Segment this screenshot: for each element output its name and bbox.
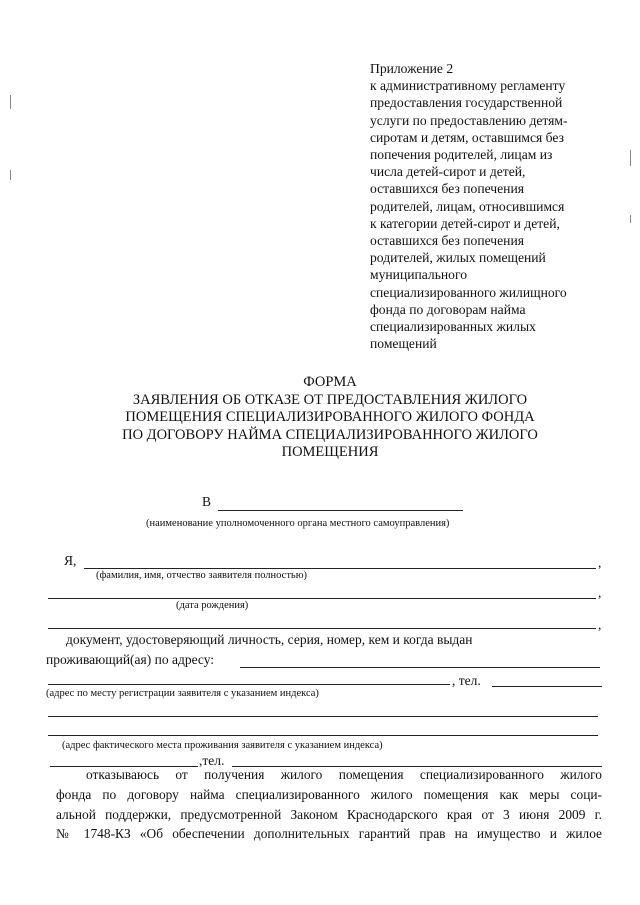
tel-label: ,тел.: [199, 753, 225, 768]
authority-caption: (наименование уполномоченного органа местного самоуправления): [146, 518, 450, 529]
scan-speck: [630, 150, 631, 166]
annex-line: родителей, лицам, относившимся: [370, 198, 565, 214]
scan-speck: [10, 95, 11, 109]
statement-line: № 1748-КЗ «Об обеспечении дополнительных гарантий прав на имущество и жилое: [56, 826, 602, 842]
statement-line: отказываюсь от получения жилого помещения специализированного жилого: [86, 767, 602, 782]
actual-address-field-2[interactable]: [48, 735, 598, 736]
i-prefix: Я,: [64, 553, 77, 568]
annex-header: [370, 60, 620, 352]
scan-speck: [630, 215, 631, 223]
identity-document-label: документ, удостоверяющий личность, серия, номер, кем и когда выдан: [66, 632, 473, 647]
annex-line: сиротам и детям, оставшимся без: [370, 129, 564, 145]
to-prefix: В: [202, 494, 212, 509]
birth-date-field[interactable]: [48, 598, 596, 599]
registration-address-caption: (адрес по месту регистрации заявителя с указанием индекса): [46, 688, 319, 699]
title-line: ПОМЕЩЕНИЯ СПЕЦИАЛИЗИРОВАННОГО ЖИЛОГО ФОНДА: [125, 409, 535, 425]
tel-label: , тел.: [452, 673, 481, 688]
annex-line: Приложение 2: [370, 61, 454, 76]
full-name-caption: (фамилия, имя, отчество заявителя полностью): [96, 570, 308, 581]
full-name-field[interactable]: [84, 568, 596, 569]
title-line: ПО ДОГОВОРУ НАЙМА СПЕЦИАЛИЗИРОВАННОГО ЖИЛОГО: [122, 426, 538, 443]
identity-document-field[interactable]: [48, 628, 596, 629]
authority-field[interactable]: [218, 510, 463, 511]
document-title: [60, 374, 600, 462]
actual-address-caption: (адрес фактического места проживания заявителя с указанием индекса): [62, 740, 383, 751]
title-line: ФОРМА: [303, 374, 357, 390]
annex-line: к административному регламенту: [370, 78, 566, 94]
annex-line: специализированных жилых: [370, 319, 536, 335]
annex-line: оставшихся без попечения: [370, 233, 524, 249]
annex-line: оставшихся без попечения: [370, 181, 524, 197]
annex-line: родителей, жилых помещений: [370, 250, 546, 266]
birth-date-caption: (дата рождения): [176, 600, 249, 611]
registration-address-field-2[interactable]: [48, 684, 450, 685]
annex-line: специализированного жилищного: [370, 284, 567, 300]
annex-line: услуги по предоставлению детям-: [370, 112, 568, 128]
title-line: ПОМЕЩЕНИЯ: [281, 444, 379, 460]
statement-line: фонда по договору найма специализированного жилого помещения как меры соци-: [56, 786, 602, 802]
scan-speck: [10, 170, 11, 180]
comma: ,: [598, 555, 602, 570]
annex-line: помещений: [370, 336, 437, 352]
annex-line: муниципального: [370, 267, 468, 283]
statement-line: альной поддержки, предусмотренной Законом Краснодарского края от 3 июня 2009 г.: [56, 806, 602, 822]
residing-address-label: проживающий(ая) по адресу:: [46, 652, 215, 667]
phone-field[interactable]: [492, 686, 602, 687]
annex-line: к категории детей-сирот и детей,: [370, 215, 560, 231]
annex-line: фонда по договорам найма: [370, 301, 526, 317]
registration-address-field[interactable]: [240, 667, 600, 668]
annex-line: попечения родителей, лицам из: [370, 147, 553, 163]
actual-address-field[interactable]: [48, 716, 598, 717]
title-line: ЗАЯВЛЕНИЯ ОБ ОТКАЗЕ ОТ ПРЕДОСТАВЛЕНИЯ ЖИЛОГО: [132, 391, 528, 408]
annex-line: числа детей-сирот и детей,: [370, 164, 526, 180]
comma: ,: [598, 617, 602, 632]
comma: ,: [598, 585, 602, 600]
refusal-statement: [56, 765, 602, 844]
annex-line: предоставления государственной: [370, 95, 563, 111]
